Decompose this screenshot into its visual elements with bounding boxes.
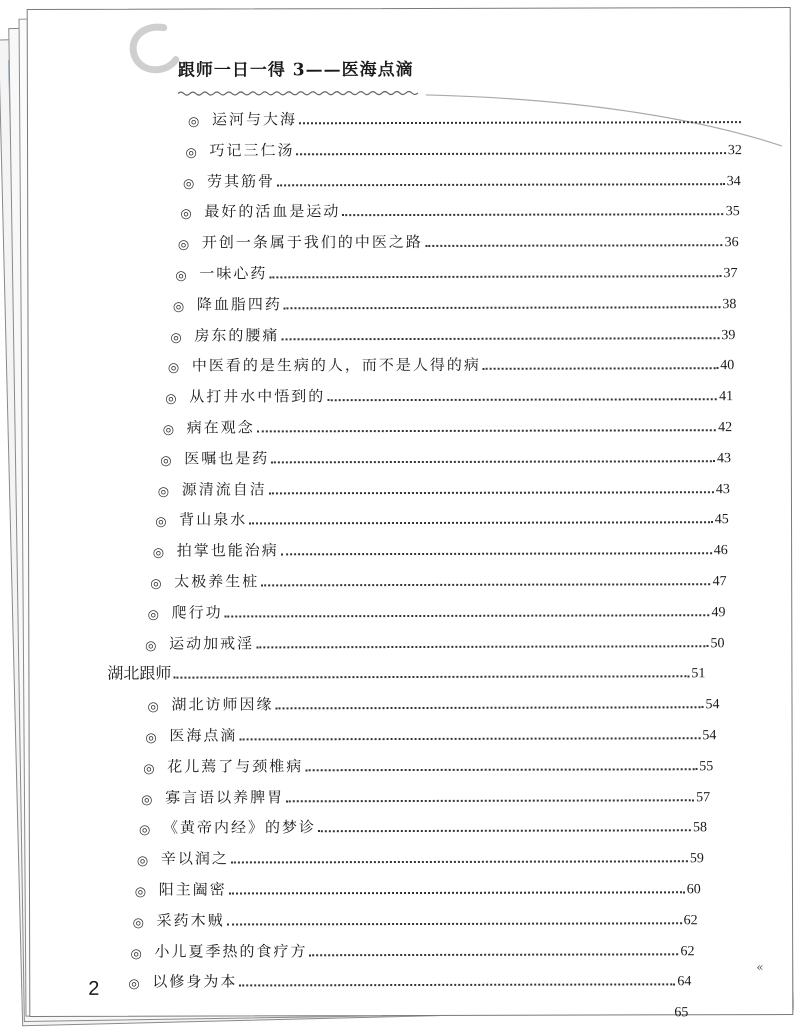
toc-page-number: 39 (721, 327, 736, 343)
toc-leader-dots (257, 429, 716, 432)
toc-entry-title: 降血脂四药 (196, 295, 282, 314)
decorative-swirl-icon (124, 22, 184, 78)
toc-leader-dots (256, 645, 708, 648)
toc-entry-title: 寡言语以养脾胃 (165, 787, 285, 807)
toc-bullet-icon: ◎ (136, 853, 149, 869)
toc-page-number: 43 (716, 450, 731, 466)
toc-bullet-icon: ◎ (160, 453, 172, 469)
toc-page-number: 55 (699, 759, 714, 775)
toc-entry (147, 691, 719, 714)
toc-entry (155, 507, 729, 531)
toc-entry (173, 291, 737, 314)
toc-leader-dots (239, 984, 675, 987)
page-number: 2 (88, 977, 100, 1000)
toc-bullet-icon: ◎ (143, 761, 155, 777)
book-page (27, 7, 794, 1021)
toc-bullet-icon: ◎ (132, 915, 145, 931)
toc-page-number: 46 (713, 543, 728, 559)
toc-entry (133, 907, 698, 930)
toc-bullet-icon: ◎ (130, 946, 142, 962)
toc-entry-title: 劳其筋骨 (206, 171, 275, 191)
toc-page-number: 35 (725, 204, 740, 220)
toc-bullet-icon: ◎ (147, 607, 160, 623)
toc-leader-dots (231, 860, 688, 863)
toc-entry (158, 476, 730, 499)
toc-leader-dots (483, 368, 718, 371)
toc-entry (145, 630, 724, 654)
toc-entry-title: 小儿夏季热的食疗方 (154, 941, 308, 961)
toc-leader-dots (281, 337, 719, 340)
toc-leader-dots (261, 583, 710, 586)
toc-leader-dots (276, 706, 704, 709)
toc-entry-title: 从打井水中悟到的 (189, 387, 326, 406)
toc-entry-title: 巧记三仁汤 (209, 141, 295, 160)
toc-leader-dots (327, 398, 717, 401)
toc-entry-title: 最好的活血是运动 (204, 202, 341, 221)
toc-page-number: 58 (692, 820, 708, 836)
toc-leader-dots (286, 799, 694, 802)
toc-entry-title: 源清流自洁 (181, 479, 267, 499)
toc-bullet-icon: ◎ (187, 114, 200, 130)
toc-leader-dots (425, 244, 723, 247)
toc-bullet-icon: ◎ (139, 823, 151, 839)
toc-bullet-icon: ◎ (128, 977, 140, 993)
toc-entry-title: 背山泉水 (179, 510, 248, 529)
toc-entry-title: 医嘱也是药 (184, 449, 270, 468)
toc-bullet-icon: ◎ (145, 730, 157, 746)
toc-page-number: 59 (689, 851, 704, 867)
toc-entry (135, 876, 701, 899)
toc-entry (165, 383, 733, 406)
toc-leader-dots (271, 460, 715, 463)
toc-leader-dots (318, 830, 691, 833)
toc-entry-title: 一味心药 (199, 264, 268, 283)
toc-page-number: 54 (702, 728, 717, 744)
toc-bullet-icon: ◎ (145, 638, 157, 654)
toc-page-number: 54 (705, 697, 720, 713)
toc-entry (175, 260, 737, 283)
toc-page-number: 64 (677, 974, 692, 990)
toc-leader-dots (296, 152, 725, 155)
toc-page-number: 41 (719, 389, 734, 405)
toc-leader-dots (284, 306, 721, 309)
toc-bullet-icon: ◎ (172, 299, 185, 315)
toc-entry-title: 采药木贼 (156, 911, 225, 930)
toc-leader-dots (305, 768, 697, 771)
toc-bullet-icon: ◎ (167, 360, 180, 377)
toc-bullet-icon: ◎ (165, 391, 177, 407)
toc-entry (180, 199, 739, 222)
toc-leader-dots (269, 491, 714, 494)
toc-page-number: 49 (711, 604, 726, 621)
toc-leader-dots (281, 552, 712, 555)
toc-page-number: 62 (683, 913, 698, 929)
toc-page-number: 43 (715, 481, 730, 497)
toc-entry-title: 医海点滴 (169, 726, 238, 745)
toc-leader-dots (342, 214, 723, 217)
toc-bullet-icon: ◎ (157, 484, 170, 500)
toc-entry (160, 445, 731, 468)
toc-entry (145, 722, 716, 745)
toc-entry (148, 599, 726, 623)
toc-entry (163, 414, 732, 437)
corner-mark-icon: « (756, 960, 764, 975)
toc-entry (131, 938, 695, 961)
toc-entry-title: 太极养生桩 (174, 572, 260, 591)
toc-page-number: 50 (710, 635, 725, 651)
toc-page-number: 65 (674, 1005, 689, 1021)
toc-page-number: 51 (691, 666, 706, 682)
toc-entry-title: 开创一条属于我们的中医之路 (201, 233, 423, 252)
toc-entry-title: 花儿蔫了与颈椎病 (167, 757, 304, 776)
toc-bullet-icon: ◎ (185, 145, 197, 161)
toc-leader-dots (227, 922, 682, 925)
toc-page-number: 42 (718, 420, 733, 436)
toc-page-number: 36 (724, 235, 739, 251)
toc-entry-title: 《黄帝内经》的梦诊 (162, 818, 317, 838)
toc-entry-title: 中医看的是生病的人，而不是人得的病 (191, 356, 481, 375)
toc-bullet-icon: ◎ (170, 330, 182, 346)
toc-entry (143, 753, 713, 776)
toc-entry (170, 322, 735, 345)
toc-bullet-icon: ◎ (155, 515, 167, 531)
toc-leader-dots (225, 614, 710, 617)
toc-leader-dots (173, 676, 689, 679)
toc-entry-title: 以修身为本 (152, 972, 238, 992)
toc-bullet-icon: ◎ (175, 268, 187, 284)
toc-entry (126, 999, 688, 1022)
toc-entry (188, 106, 743, 129)
toc-page-number: 62 (680, 943, 695, 959)
toc-leader-dots (310, 953, 679, 956)
toc-entry-title: 湖北访师因缘 (171, 695, 274, 714)
toc-entry-title: 湖北跟师 (107, 666, 172, 684)
running-header: 跟师一日一得 3——医海点滴 (177, 59, 414, 81)
toc-page-number: 40 (720, 358, 735, 374)
toc-entry-title: 辛以润之 (160, 849, 229, 868)
toc-page-number: 38 (722, 296, 737, 312)
toc-page-number: 45 (714, 512, 729, 528)
toc-entry (185, 137, 741, 160)
toc-bullet-icon: ◎ (147, 699, 159, 715)
toc-entry-title: 运动加戒淫 (169, 634, 255, 653)
toc-section-heading (107, 661, 705, 685)
toc-entry (153, 537, 728, 561)
toc-page-number: 60 (686, 882, 701, 898)
toc-leader-dots (239, 737, 700, 740)
toc-entry-title: 阳主阖密 (158, 880, 227, 899)
toc-entry (141, 784, 710, 807)
toc-bullet-icon: ◎ (141, 792, 153, 808)
toc-entry (168, 353, 734, 376)
toc-entry (137, 845, 704, 868)
toc-bullet-icon: ◎ (150, 576, 162, 592)
toc-bullet-icon: ◎ (182, 176, 195, 192)
toc-entry (183, 168, 741, 191)
toc-leader-dots (269, 275, 721, 278)
toc-page-number: 57 (696, 789, 711, 805)
toc-entry-title: 拍掌也能治病 (176, 541, 279, 560)
toc-bullet-icon: ◎ (180, 206, 192, 222)
toc-page-number: 37 (723, 266, 738, 282)
toc-entry (150, 568, 726, 592)
toc-entry (128, 969, 691, 992)
toc-bullet-icon: ◎ (162, 422, 175, 438)
toc-leader-dots (229, 891, 685, 894)
toc-entry-title: 房东的腰痛 (194, 325, 280, 345)
toc-entry-title: 爬行功 (171, 603, 223, 622)
toc-leader-dots (277, 183, 725, 186)
toc-entry-title: 病在观念 (186, 418, 255, 437)
toc-entry-title: 运河与大海 (211, 110, 298, 129)
toc-leader-dots (249, 522, 713, 525)
toc-leader-dots (299, 121, 741, 124)
toc-page-number: 34 (726, 173, 741, 189)
toc-bullet-icon: ◎ (152, 545, 165, 561)
toc-bullet-icon: ◎ (177, 237, 190, 253)
toc-entry (139, 815, 707, 838)
toc-page-number: 47 (712, 574, 727, 590)
toc-page-number: 32 (727, 142, 742, 158)
toc-entry (178, 229, 739, 252)
toc-bullet-icon: ◎ (134, 884, 147, 900)
